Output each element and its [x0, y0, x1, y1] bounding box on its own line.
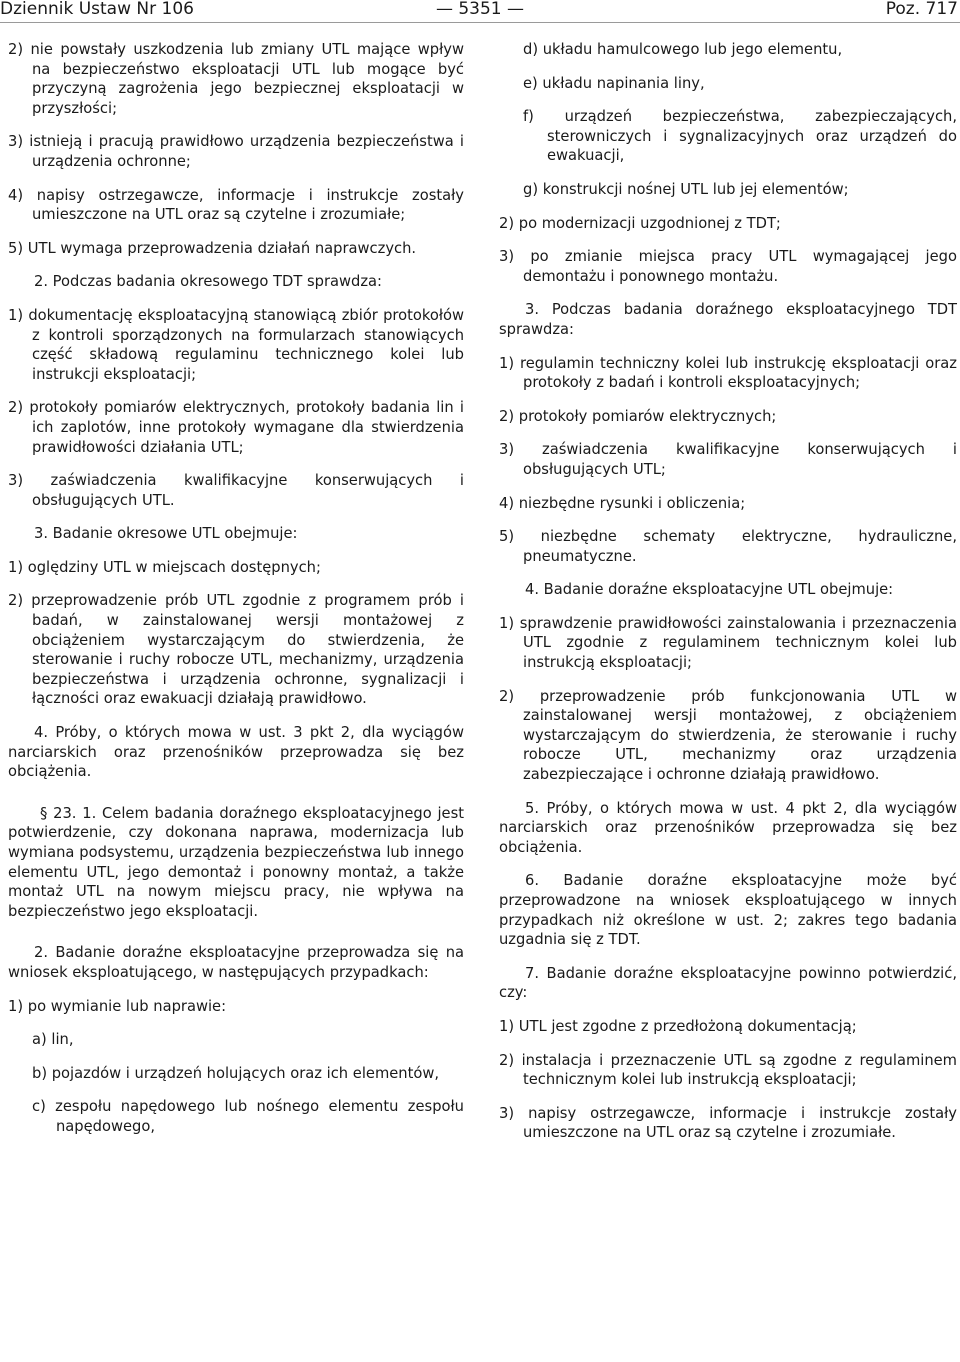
sub-list-item: a) lin, — [32, 1031, 74, 1049]
list-item: 3) zaświadczenia kwalifikacyjne konserwujących i obsługujących UTL. — [8, 472, 464, 509]
list-item: 3) istnieją i pracują prawidłowo urządzenia bezpieczeństwa i urządzenia ochronne; — [8, 133, 464, 170]
list-item: 5) niezbędne schematy elektryczne, hydrauliczne, pneumatyczne. — [499, 528, 957, 565]
list-item: 2) przeprowadzenie prób funkcjonowania UTL w zainstalowanej wersji montażowej, z obciążeniem wystarczającym do stwierdzenia, że sterowanie i ruchy robocze UTL, mechanizmy oraz urządzenia zabezpieczające i ochronne działają prawidłowo. — [499, 687, 957, 784]
section-paragraph: 5. Próby, o których mowa w ust. 4 pkt 2, dla wyciągów narciarskich oraz przenośników przeprowadza się bez obciążenia. — [499, 799, 957, 856]
section-paragraph: 4. Badanie doraźne eksploatacyjne UTL obejmuje: — [525, 581, 894, 599]
sub-list-item: f) urządzeń bezpieczeństwa, zabezpieczających, sterowniczych i sygnalizacyjnych oraz urządzeń do ewakuacji, — [523, 108, 957, 165]
list-item: 2) instalacja i przeznaczenie UTL są zgodne z regulaminem technicznym kolei lub instrukcją eksploatacji; — [499, 1051, 957, 1089]
section-paragraph: 2. Badanie doraźne eksploatacyjne przeprowadza się na wniosek eksploatującego, w następujących przypadkach: — [8, 944, 464, 981]
section-paragraph: 4. Próby, o których mowa w ust. 3 pkt 2, dla wyciągów narciarskich oraz przenośników przeprowadza się bez obciążenia. — [8, 724, 464, 781]
sub-list-item: d) układu hamulcowego lub jego elementu, — [523, 41, 843, 58]
sub-list-item: e) układu napinania liny, — [523, 74, 705, 92]
list-item: 2) po modernizacji uzgodnionej z TDT; — [499, 214, 781, 232]
list-item: 2) przeprowadzenie prób UTL zgodnie z programem prób i badań, w zainstalowanej wersji montażowej z obciążeniem wystarczającym do stwierdzenia, że sterowanie i ruchy robocze UTL, mechanizmy, urządzenia bezpieczeństwa i urządzenia ochronne, sygnalizacji i łączności oraz ewakuacji działają prawidłowo. — [8, 592, 464, 708]
section-paragraph: 3. Podczas badania doraźnego eksploatacyjnego TDT sprawdza: — [499, 301, 957, 338]
page-header — [0, 0, 960, 23]
list-item: 4) napisy ostrzegawcze, informacje i instrukcje zostały umieszczone na UTL oraz są czytelne i zrozumiałe; — [8, 186, 464, 224]
paragraph-section-23: § 23. 1. Celem badania doraźnego eksploatacyjnego jest potwierdzenie, czy dokonana naprawa, modernizacja lub wymiana podsystemu, urządzenia bezpieczeństwa lub innego elementu UTL, jego demontaż i ponowny montaż, a także montaż UTL na nowym miejscu pracy, nie wpływa na bezpieczeństwo jego eksploatacji. — [8, 804, 464, 920]
list-item: 3) zaświadczenia kwalifikacyjne konserwujących i obsługujących UTL; — [499, 441, 957, 478]
left-column — [8, 40, 464, 1151]
sub-list-item: c) zespołu napędowego lub nośnego elementu zespołu napędowego, — [32, 1098, 464, 1135]
list-item: 1) dokumentację eksploatacyjną stanowiącą zbiór protokołów z kontroli sporządzonych na formularzach stanowiących część składową regulaminu technicznego kolei lub instrukcji eksploatacji; — [8, 306, 464, 383]
list-item: 3) po zmianie miejsca pracy UTL wymagającej jego demontażu i ponownego montażu. — [499, 248, 957, 285]
list-item: 1) regulamin techniczny kolei lub instrukcję eksploatacji oraz protokoły z badań i kontroli eksploatacyjnych; — [499, 354, 957, 392]
list-item: 2) nie powstały uszkodzenia lub zmiany UTL mające wpływ na bezpieczeństwo eksploatacji UTL lub mogące być przyczyną zagrożenia jego bezpiecznej eksploatacji w przyszłości; — [8, 41, 464, 117]
list-item: 3) napisy ostrzegawcze, informacje i instrukcje zostały umieszczone na UTL oraz są czytelne i zrozumiałe. — [499, 1104, 957, 1142]
list-item: 1) UTL jest zgodne z przedłożoną dokumentacją; — [499, 1017, 857, 1035]
right-column — [499, 40, 957, 1157]
sub-list-item: g) konstrukcji nośnej UTL lub jej elementów; — [523, 180, 849, 198]
list-item: 4) niezbędne rysunki i obliczenia; — [499, 494, 746, 512]
section-paragraph: 3. Badanie okresowe UTL obejmuje: — [34, 525, 298, 543]
position-number: Poz. 717 — [885, 0, 958, 19]
section-paragraph: 2. Podczas badania okresowego TDT sprawdza: — [34, 273, 382, 291]
list-item: 5) UTL wymaga przeprowadzenia działań naprawczych. — [8, 239, 417, 257]
list-item: 1) sprawdzenie prawidłowości zainstalowania i przeznaczenia UTL zgodnie z regulaminem technicznym kolei lub instrukcją eksploatacji; — [499, 614, 957, 672]
journal-title: Dziennik Ustaw Nr 106 — [0, 0, 194, 19]
section-paragraph: 6. Badanie doraźne eksploatacyjne może być przeprowadzone na wniosek eksploatującego w innych przypadkach niż określone w ust. 2; zakres tego badania uzgadnia się z TDT. — [499, 872, 957, 949]
page-number: — 5351 — — [435, 0, 525, 19]
sub-list-item: b) pojazdów i urządzeń holujących oraz ich elementów, — [32, 1064, 440, 1082]
list-item: 1) po wymianie lub naprawie: — [8, 997, 227, 1015]
section-paragraph: 7. Badanie doraźne eksploatacyjne powinno potwierdzić, czy: — [499, 964, 957, 1002]
list-item: 2) protokoły pomiarów elektrycznych; — [499, 407, 777, 425]
list-item: 2) protokoły pomiarów elektrycznych, protokoły badania lin i ich zaplotów, inne protokoły wymagane dla stwierdzenia prawidłowości działania UTL; — [8, 399, 464, 456]
list-item: 1) oględziny UTL w miejscach dostępnych; — [8, 558, 321, 576]
